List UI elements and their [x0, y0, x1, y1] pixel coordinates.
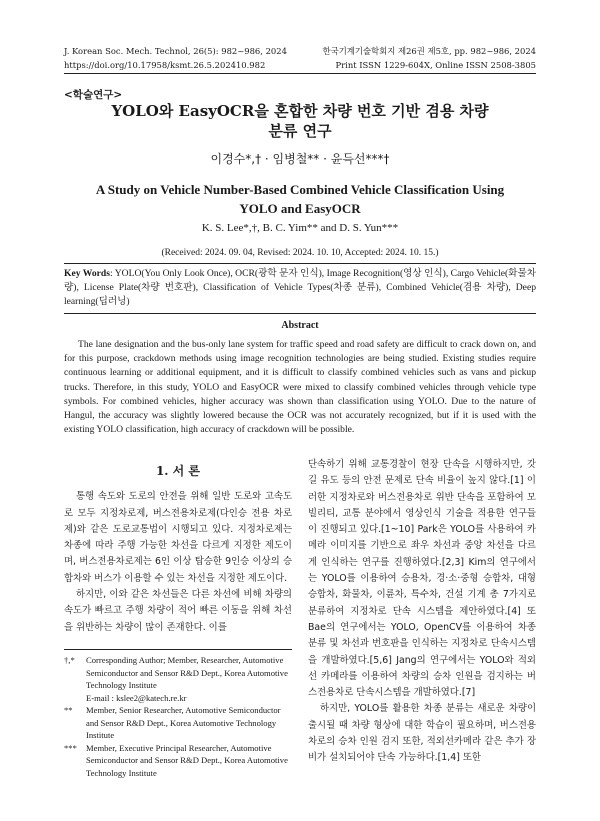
keywords-label: Key Words — [64, 268, 110, 279]
journal-header-left — [64, 44, 287, 72]
english-title-line2: YOLO and EasyOCR — [239, 201, 361, 216]
body-right-column — [308, 457, 536, 767]
section-heading-introduction: 1. 서 론 — [155, 464, 201, 478]
footnote-corresponding-author — [64, 654, 292, 704]
abstract-text: The lane designation and the bus-only lane system for traffic speed and road safety are difficult to crack down on, and for this purpose, crackdown methods using image recognition technologies are being studied. Existing studies require continuous learning or additional equipment, and it is difficult to classify combined vehicles such as vans and pickup trucks. Therefore, in this study, YOLO and EasyOCR were mixed to classify combined vehicles through vehicle type symbols. For combined vehicles, higher accuracy was shown than classification using YOLO. Due to the nature of Hangul, the accuracy was slightly lowered because the OCR was not accurately recognized, but if it is used with the existing YOLO classification, high accuracy of crackdown will be possible. — [64, 339, 536, 436]
intro-paragraph-1: 통행 속도와 도로의 안전을 위해 일반 도로와 고속도로 모두 지정차로제, 버스전용차로제(다인승 전용 차로제)와 같은 도로교통법이 시행되고 있다. 지정차로제는 차종에 따라 주행 가능한 차선을 다르게 지정한 제도이며, 버스전용차로제는 6인 이상 탑승한 9인승 이상의 승합차와 버스가 이용할 수 있는 차선을 지정한 제도이다. — [64, 491, 292, 584]
intro-paragraph-3: 단속하기 위해 교통경찰이 현장 단속을 시행하지만, 갓길 유도 등의 안전 문제로 단속 비율이 높지 않다.[1] 이러한 지정차로와 버스전용차로 위반 단속을 포함하여 모빌리티, 교통 분야에서 영상인식 기술을 적용한 연구들이 진행되고 있다.[1~10] Park은 YOLO를 사용하여 카메라 이미지를 기반으로 좌우 차선과 중앙 차선을 다르게 인식하는 연구를 진행하였다.[2,3] Kim의 연구에서는 YOLO를 이용하여 승용차, 경·소·중형 승합차, 대형 승합차, 화물차, 이륜차, 특수차, 건설 기계 총 7가지로 분류하여 지정차로 단속 시스템을 제안하였다.[4] 또 Bae의 연구에서는 YOLO, OpenCV를 이용하여 차종 분류 및 차선과 번호판을 인식하는 지정차로 단속시스템을 개발하였다.[5,6] Jang의 연구에서는 YOLO와 적외선 카메라를 이용하여 차량의 승차 인원을 검지하는 버스전용차로 단속시스템을 개발하였다.[7] — [308, 459, 536, 699]
footnote-text: Corresponding Author; Member, Researcher, Automotive Semiconductor and Sensor R&D Dept., Korea Automotive Technology Institute — [86, 655, 288, 690]
author-email[interactable]: E-mail : kslee2@katech.re.kr — [86, 692, 187, 703]
footnote-second-author — [64, 704, 292, 742]
footnote-mark: ** — [64, 705, 73, 715]
issn-line: Print ISSN 1229-604X, Online ISSN 2508-3805 — [335, 60, 536, 70]
article-type-tag: <학술연구> — [64, 89, 123, 101]
english-authors: K. S. Lee*,†, B. C. Yim** and D. S. Yun*** — [201, 222, 399, 234]
keywords-bottom-rule — [64, 313, 536, 314]
body-left-column — [64, 455, 292, 636]
keywords-text: : YOLO(You Only Look Once), OCR(광학 문자 인식), Image Recognition(영상 인식), Cargo Vehicle(화물차량), License Plate(차량 번호판), Classification of Vehicle Types(차종 분류), Combined Vehicle(겸용 차량), Deep learning(딥러닝) — [64, 268, 536, 307]
korean-title-line2: 분류 연구 — [268, 122, 332, 140]
footnote-mark: *** — [64, 742, 77, 753]
footnote-third-author — [64, 742, 292, 780]
korean-authors: 이경수*,† · 임병철** · 윤득선***† — [210, 152, 390, 166]
korean-title — [64, 101, 536, 141]
footnotes — [64, 654, 292, 779]
korean-title-line1: YOLO와 EasyOCR을 혼합한 차량 번호 기반 겸용 차량 — [111, 102, 489, 120]
doi-link[interactable]: https://doi.org/10.17958/ksmt.26.5.202410.982 — [64, 60, 266, 70]
keywords-top-rule — [64, 263, 536, 264]
intro-paragraph-2: 하지만, 이와 같은 차선들은 다른 차선에 비해 차량의 속도가 빠르고 주행 차량이 적어 빠른 이동을 위해 차선을 위반하는 차량이 많이 존재한다. 이를 — [64, 589, 292, 633]
journal-citation-korean: 한국기계기술학회지 제26권 제5호, pp. 982~986, 2024 — [322, 46, 536, 56]
abstract-heading: Abstract — [281, 320, 319, 331]
footnote-text: Member, Executive Principal Researcher, Automotive Semiconductor and Sensor R&D Dept., Korea Automotive Technology Institute — [86, 742, 288, 778]
received-dates: (Received: 2024. 09. 04, Revised: 2024. 10. 10, Accepted: 2024. 10. 15.) — [161, 248, 439, 258]
header-divider — [64, 73, 536, 74]
footnote-divider — [64, 649, 292, 650]
journal-header-right — [323, 44, 536, 72]
footnote-text: Member, Senior Researcher, Automotive Semiconductor and Sensor R&D Dept., Korea Automotive Technology Institute — [86, 705, 281, 740]
keywords-block — [64, 267, 536, 309]
english-title — [64, 180, 536, 218]
footnote-mark: †,* — [64, 655, 75, 665]
intro-paragraph-4: 하지만, YOLO를 활용한 차종 분류는 새로운 차량이 출시될 때 차량 형상에 대한 학습이 필요하며, 버스전용차로의 승차 인원 검지 또한, 적외선카메라 같은 추가 장비가 설치되어야 단속 가능하다.[1,4] 또한 — [308, 703, 536, 764]
english-title-line1: A Study on Vehicle Number-Based Combined Vehicle Classification Using — [95, 182, 505, 197]
journal-citation: J. Korean Soc. Mech. Technol, 26(5): 982~986, 2024 — [64, 46, 287, 56]
